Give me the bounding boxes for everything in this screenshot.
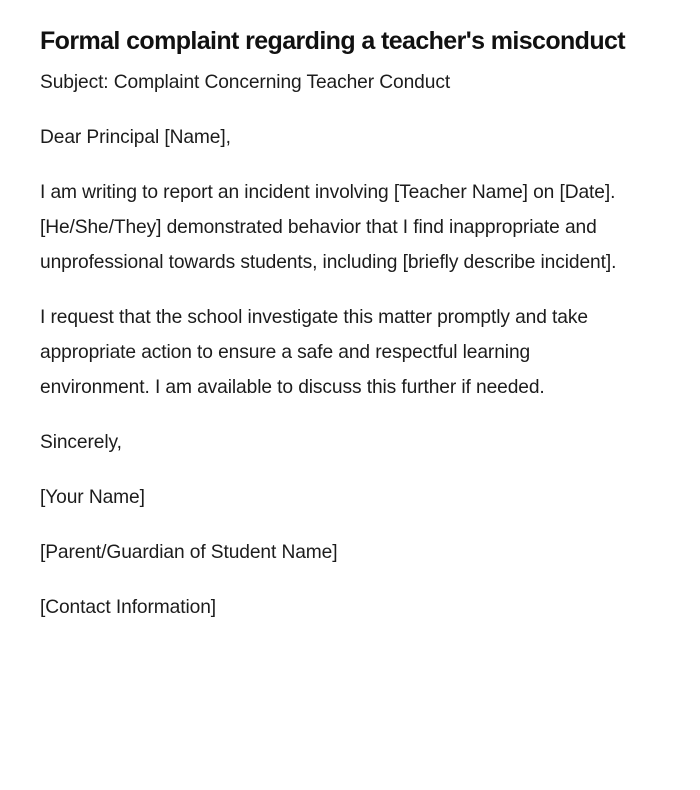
salutation: Dear Principal [Name],: [40, 127, 231, 148]
signature-name: [Your Name]: [40, 487, 145, 508]
closing: Sincerely,: [40, 432, 122, 453]
body-paragraph-request: I request that the school investigate this matter promptly and take appropriate action to ensure a safe and respectful learning environment. I am available to discuss this further if needed.: [40, 307, 588, 398]
letter-document: [40, 20, 640, 645]
document-title: Formal complaint regarding a teacher's misconduct: [40, 27, 626, 55]
signature-contact: [Contact Information]: [40, 597, 217, 618]
signature-relation: [Parent/Guardian of Student Name]: [40, 542, 338, 563]
body-paragraph-incident: I am writing to report an incident involving [Teacher Name] on [Date]. [He/She/They] demonstrated behavior that I find inappropriate and unprofessional towards students, including [briefly describe incident].: [40, 182, 617, 273]
subject-line: Subject: Complaint Concerning Teacher Conduct: [40, 72, 451, 93]
